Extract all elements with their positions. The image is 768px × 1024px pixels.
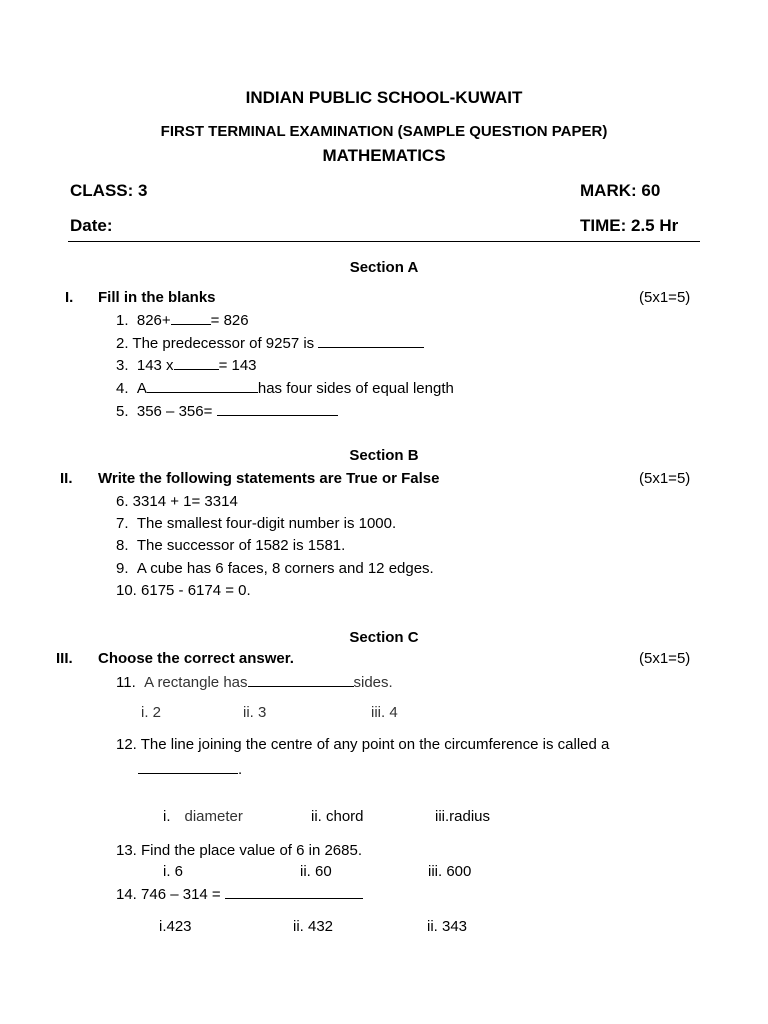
- section-a-numeral: I.: [65, 289, 74, 306]
- q11-option-1: i. 2: [141, 704, 162, 721]
- section-c-numeral: III.: [56, 650, 73, 667]
- section-a-title: Fill in the blanks: [98, 289, 216, 306]
- question-1: [116, 311, 249, 329]
- question-text: 826+: [136, 312, 171, 329]
- answer-blank: [147, 379, 258, 393]
- question-number: 4.: [116, 380, 129, 397]
- question-5: [116, 402, 338, 420]
- question-number: 8.: [116, 537, 129, 554]
- question-text: A cube has 6 faces, 8 corners and 12 edges.: [136, 560, 434, 577]
- exam-title: FIRST TERMINAL EXAMINATION (SAMPLE QUESTION PAPER): [160, 123, 608, 140]
- question-14: [116, 885, 363, 903]
- q13-option-2: ii. 60: [300, 863, 332, 880]
- question-13: 13. Find the place value of 6 in 2685.: [116, 842, 363, 859]
- question-text: = 826: [210, 312, 249, 329]
- q12-option-2: ii. chord: [311, 808, 364, 825]
- question-12-blank-line: [138, 760, 242, 778]
- q12-option-1: [163, 808, 243, 825]
- question-number: 9.: [116, 560, 129, 577]
- answer-blank: [248, 673, 354, 687]
- option-text: diameter: [184, 808, 243, 825]
- question-4: [116, 379, 454, 397]
- question-8: [116, 537, 345, 554]
- section-c-heading: Section C: [349, 629, 419, 646]
- question-text: 14. 746 – 314 =: [116, 886, 225, 903]
- answer-blank: [217, 402, 338, 416]
- question-text: .: [238, 761, 243, 778]
- question-text: 356 – 356=: [136, 403, 213, 420]
- q14-option-1: i.423: [159, 918, 192, 935]
- question-text: = 143: [218, 357, 257, 374]
- section-a-heading: Section A: [349, 259, 419, 276]
- answer-blank: [174, 356, 219, 370]
- answer-blank: [138, 760, 238, 774]
- time-label: TIME: 2.5 Hr: [580, 216, 679, 235]
- question-text: sides.: [353, 674, 393, 691]
- subject-title: MATHEMATICS: [322, 146, 446, 165]
- q14-option-2: ii. 432: [293, 918, 334, 935]
- class-label: CLASS: 3: [70, 181, 148, 200]
- answer-blank: [171, 311, 211, 325]
- q13-option-3: iii. 600: [428, 863, 472, 880]
- q14-option-3: ii. 343: [427, 918, 468, 935]
- section-b-heading: Section B: [349, 447, 419, 464]
- section-a-marks: (5x1=5): [639, 289, 691, 306]
- question-6: 6. 3314 + 1= 3314: [116, 493, 238, 510]
- q13-option-1: i. 6: [163, 863, 184, 880]
- answer-blank: [225, 885, 363, 899]
- header-divider: [68, 241, 700, 242]
- q11-option-2: ii. 3: [243, 704, 267, 721]
- question-text: The smallest four-digit number is 1000.: [136, 515, 397, 532]
- question-9: [116, 560, 434, 577]
- question-3: [116, 356, 257, 374]
- section-b-numeral: II.: [60, 470, 73, 487]
- question-12: 12. The line joining the centre of any point on the circumference is called a: [116, 736, 610, 753]
- mark-label: MARK: 60: [580, 181, 661, 200]
- section-b-marks: (5x1=5): [639, 470, 691, 487]
- question-number: 1.: [116, 312, 129, 329]
- q11-option-3: iii. 4: [371, 704, 398, 721]
- answer-blank: [318, 334, 424, 348]
- question-2: [116, 334, 424, 352]
- option-number: i.: [163, 808, 171, 825]
- section-b-title: Write the following statements are True or False: [98, 470, 440, 487]
- question-11: [116, 673, 393, 691]
- question-text: has four sides of equal length: [257, 380, 454, 397]
- question-number: 3.: [116, 357, 129, 374]
- q12-option-3: iii.radius: [435, 808, 491, 825]
- question-text: 2. The predecessor of 9257 is: [116, 335, 319, 352]
- date-label: Date:: [70, 216, 113, 235]
- school-name: INDIAN PUBLIC SCHOOL-KUWAIT: [245, 88, 523, 107]
- question-text: 143 x: [136, 357, 174, 374]
- section-c-marks: (5x1=5): [639, 650, 691, 667]
- question-text: The successor of 1582 is 1581.: [136, 537, 346, 554]
- question-text: A rectangle has: [144, 674, 248, 691]
- section-c-title: Choose the correct answer.: [98, 650, 294, 667]
- question-number: 7.: [116, 515, 129, 532]
- question-7: [116, 515, 396, 532]
- question-text: A: [136, 380, 147, 397]
- question-number: 11.: [116, 674, 136, 691]
- question-number: 5.: [116, 403, 129, 420]
- question-10: 10. 6175 - 6174 = 0.: [116, 582, 251, 599]
